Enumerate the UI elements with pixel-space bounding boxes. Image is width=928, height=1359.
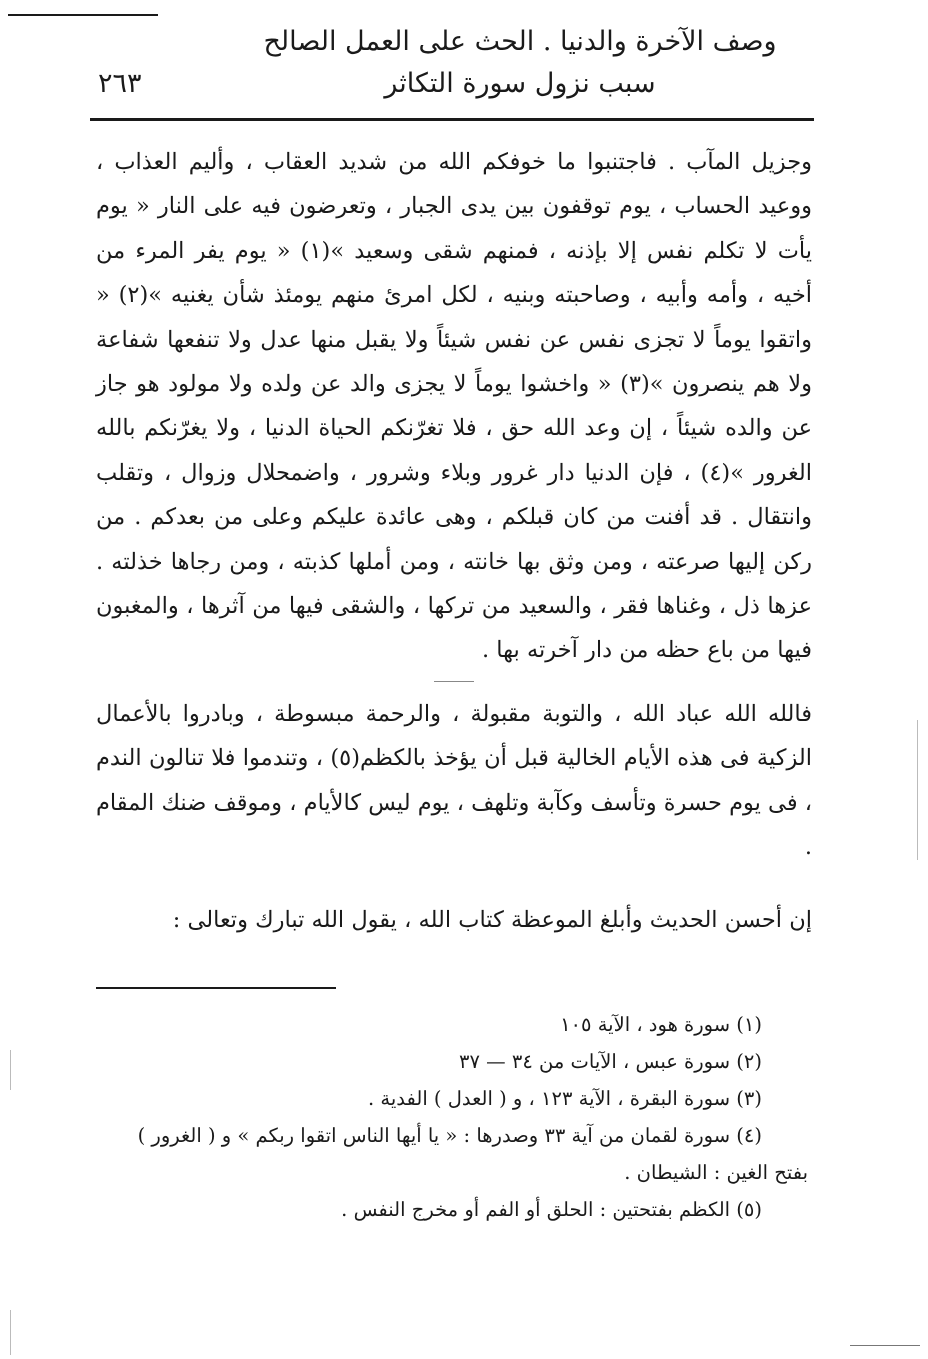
header-divider xyxy=(90,118,814,121)
footnote-4-continuation: بفتح الغين : الشيطان . xyxy=(624,1161,808,1184)
main-text xyxy=(96,140,812,942)
running-header-title: وصف الآخرة والدنيا . الحث على العمل الصالح xyxy=(263,26,777,57)
running-header-subtitle: سبب نزول سورة التكاثر xyxy=(384,68,656,99)
footnote-4: (٤) سورة لقمان من آية ٣٣ وصدرها : « يا أيها الناس اتقوا ربكم » و ( الغرور ) xyxy=(137,1124,762,1147)
bottom-edge-rule xyxy=(850,1345,920,1346)
scan-edge-mark xyxy=(917,720,918,860)
scan-edge-mark xyxy=(10,1310,11,1355)
footnote-2: (٢) سورة عبس ، الآيات من ٣٤ — ٣٧ xyxy=(459,1050,762,1073)
footnote-divider xyxy=(96,987,336,989)
top-edge-rule xyxy=(8,14,158,16)
footnote-5: (٥) الكظم بفتحتين : الحلق أو الفم أو مخرج النفس . xyxy=(341,1198,762,1221)
footnotes xyxy=(96,1006,812,1228)
footnote-1: (١) سورة هود ، الآية ١٠٥ xyxy=(560,1013,762,1036)
paragraph-1: وجزيل المآب . فاجتنبوا ما خوفكم الله من شديد العقاب ، وأليم العذاب ، ووعيد الحساب ، يوم توقفون بين يدى الجبار ، وتعرضون فيه على النار « يوم يأت لا تكلم نفس إلا بإذنه ، فمنهم شقى وسعيد »(١) « يوم يفر المرء من أخيه ، وأمه وأبيه ، وصاحبته وبنيه ، لكل امرئ منهم يومئذ شأن يغنيه »(٢) « واتقوا يوماً لا تجزى نفس عن نفس شيئاً ولا يقبل منها عدل ولا تنفعها شفاعة ولا هم ينصرون »(٣) « واخشوا يوماً لا يجزى والد عن ولده ولا مولود هو جاز عن والده شيئاً ، إن وعد الله حق ، فلا تغرّنكم الحياة الدنيا ، ولا يغرّنكم بالله الغرور »(٤) ، فإن الدنيا دار غرور وبلاء وشرور ، واضمحلال وزوال ، وتقلب وانتقال . قد أفنت من كان قبلكم ، وهى عائدة عليكم وعلى من بعدكم . من ركن إليها صرعته ، ومن وثق بها خانته ، ومن أملها كذبته ، ومن رجاها خذلته . عزها ذل ، وغناها فقر ، والسعيد من تركها ، والشقى فيها من آثرها ، والمغبون فيها من باع حظه من دار آخرته بها . xyxy=(96,149,812,664)
footnote-3: (٣) سورة البقرة ، الآية ١٢٣ ، و ( العدل ) الفدية . xyxy=(368,1087,762,1110)
page-number: ٢٦٣ xyxy=(98,68,142,99)
paragraph-3: إن أحسن الحديث وأبلغ الموعظة كتاب الله ، يقول الله تبارك وتعالى : xyxy=(172,906,812,933)
paragraph-2: فالله الله عباد الله ، والتوبة مقبولة ، والرحمة مبسوطة ، وبادروا بالأعمال الزكية فى هذه الأيام الخالية قبل أن يؤخذ بالكظم(٥) ، وتندموا فلا تنالون الندم ، فى يوم حسرة وتأسف وكآبة وتلهف ، يوم ليس كالأيام ، وموقف ضنك المقام . xyxy=(96,700,812,861)
scan-edge-mark xyxy=(10,1050,11,1090)
paragraph-separator xyxy=(434,681,474,682)
